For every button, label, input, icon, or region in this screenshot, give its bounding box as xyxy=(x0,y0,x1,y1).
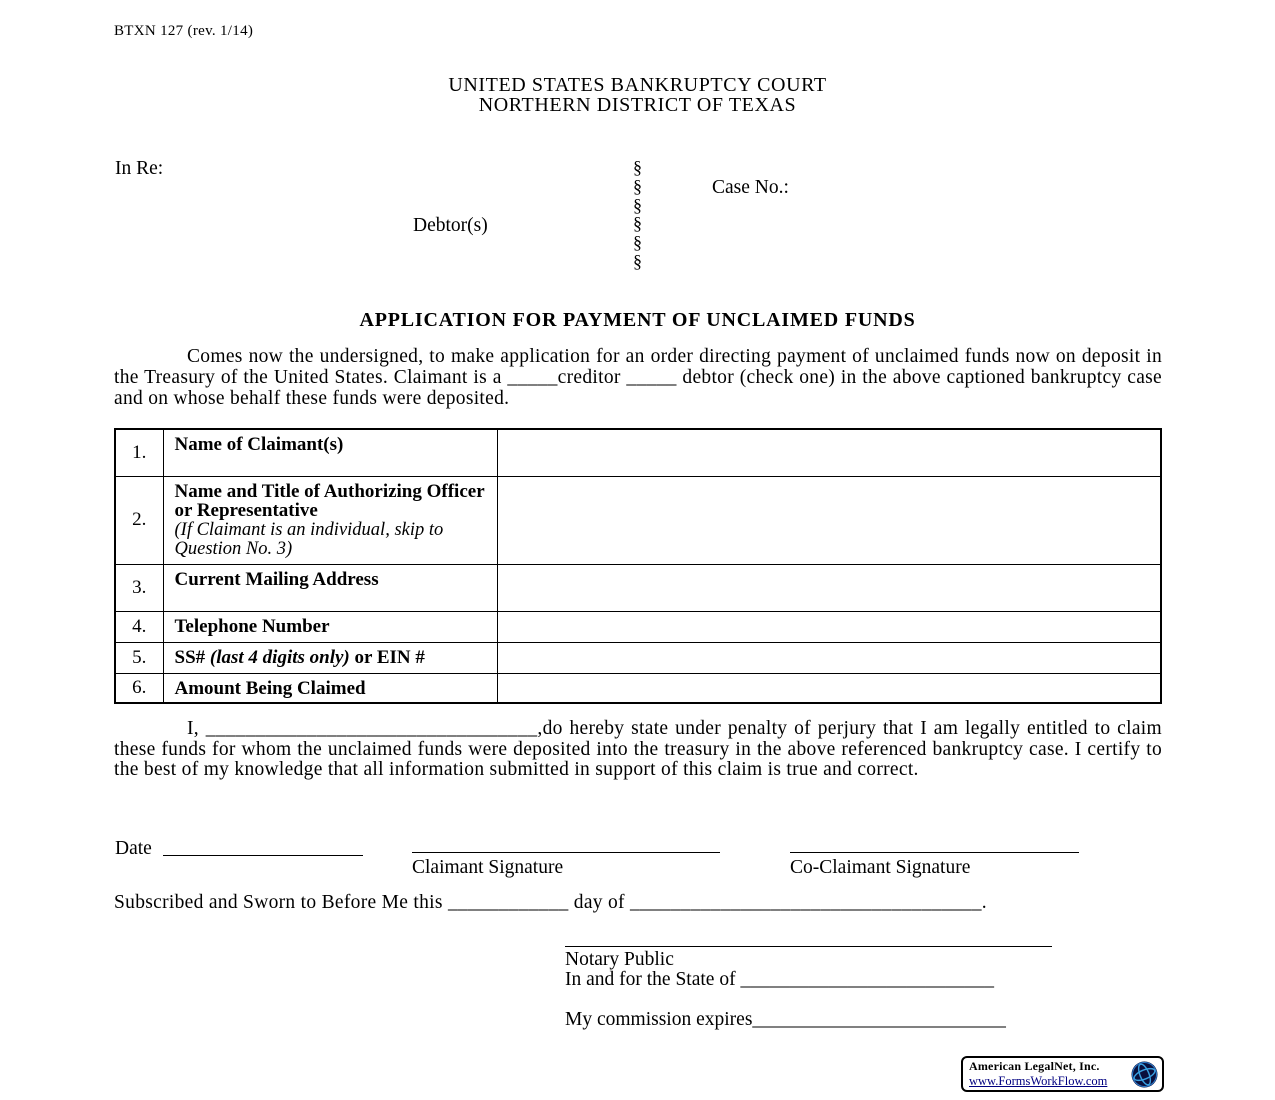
claim-row-ssn-ein xyxy=(115,642,1161,673)
notary-public-label: Notary Public xyxy=(565,949,674,970)
row-number: 3. xyxy=(115,564,163,611)
row-number: 6. xyxy=(115,673,163,703)
claim-row-amount-claimed xyxy=(115,673,1161,703)
section-symbol: § xyxy=(633,250,642,271)
sworn-text: Subscribed and Sworn to Before Me this xyxy=(114,892,443,913)
co-claimant-signature-label: Co-Claimant Signature xyxy=(790,857,971,878)
form-number: BTXN 127 (rev. 1/14) xyxy=(114,23,254,39)
row-number: 1. xyxy=(115,429,163,476)
claim-row-telephone xyxy=(115,611,1161,642)
in-re-label: In Re: xyxy=(115,158,164,179)
company-name: American LegalNet, Inc. xyxy=(969,1059,1100,1073)
row-value-cell xyxy=(497,476,1161,564)
claimant-signature-line xyxy=(412,837,720,853)
state-blank: __________________________ xyxy=(740,969,994,990)
row-label: Telephone Number xyxy=(163,611,497,642)
section-symbol: § xyxy=(633,213,642,234)
document-title: APPLICATION FOR PAYMENT OF UNCLAIMED FUNDS xyxy=(359,309,916,331)
row-value-cell xyxy=(497,642,1161,673)
claim-row-authorizing-officer xyxy=(115,476,1161,564)
sworn-period: . xyxy=(981,892,987,913)
row-value-cell xyxy=(497,611,1161,642)
row-label: Current Mailing Address xyxy=(163,564,497,611)
notary-state-row xyxy=(565,970,1057,990)
debtors-label: Debtor(s) xyxy=(413,215,488,236)
row-label: Name of Claimant(s) xyxy=(163,429,497,476)
signature-section xyxy=(114,838,1162,884)
sworn-day-of-label: day of xyxy=(573,892,625,913)
sworn-statement xyxy=(114,892,1162,914)
sworn-month-blank: ___________________________________ xyxy=(630,892,982,913)
row-label-italic: (last 4 digits only) xyxy=(209,646,350,668)
section-symbol: § xyxy=(633,194,642,215)
declaration-text: ,do hereby state under penalty of perjury that I am legally entitled to claim these funds for whom the unclaimed funds were deposited into the treasury in the above referenced bankruptcy case. I certify to the best of my knowledge that all information submitted in support of this claim is true and correct. xyxy=(114,718,1162,780)
claim-table xyxy=(114,428,1162,704)
claimant-name-blank: _________________________________ xyxy=(205,718,538,739)
case-no-label: Case No.: xyxy=(712,177,789,198)
declaration-lead-in: I, xyxy=(187,718,199,739)
date-label: Date xyxy=(115,838,152,859)
section-symbol: § xyxy=(633,232,642,253)
court-name: UNITED STATES BANKRUPTCY COURT xyxy=(448,74,827,96)
court-header xyxy=(0,76,1275,115)
commission-label: My commission expires xyxy=(565,1009,753,1030)
court-district: NORTHERN DISTRICT OF TEXAS xyxy=(478,93,797,116)
claim-row-mailing-address xyxy=(115,564,1161,611)
row-value-cell xyxy=(497,429,1161,476)
case-caption xyxy=(115,158,1160,272)
badge-text xyxy=(969,1059,1126,1089)
row-value-cell xyxy=(497,673,1161,703)
co-claimant-signature-line xyxy=(790,837,1079,853)
intro-paragraph: Comes now the undersigned, to make application for an order directing payment of unclaimed funds now on deposit in the Treasury of the United States. Claimant is a _____creditor _____ debtor (check one) in the above captioned bankruptcy case and on whose behalf these funds were deposited. xyxy=(114,346,1162,409)
row-note: (If Claimant is an individual, skip to Question No. 3) xyxy=(174,519,444,559)
claim-row-name-of-claimants xyxy=(115,429,1161,476)
row-label-prefix: SS# xyxy=(174,646,210,668)
notary-section xyxy=(565,939,1057,1030)
state-label: In and for the State of xyxy=(565,969,736,990)
section-symbol-column xyxy=(633,158,642,271)
american-legalnet-badge xyxy=(961,1056,1164,1092)
commission-blank: __________________________ xyxy=(752,1009,1006,1030)
row-value-cell xyxy=(497,564,1161,611)
row-number: 4. xyxy=(115,611,163,642)
formsworkflow-link[interactable]: www.FormsWorkFlow.com xyxy=(969,1074,1108,1088)
perjury-declaration xyxy=(114,719,1162,781)
row-label-cell xyxy=(163,476,497,564)
notary-commission-row xyxy=(565,1010,1057,1030)
notary-signature-line xyxy=(565,939,1052,947)
row-number: 2. xyxy=(115,476,163,564)
row-label: Amount Being Claimed xyxy=(163,673,497,703)
row-number: 5. xyxy=(115,642,163,673)
section-symbol: § xyxy=(633,157,642,177)
section-symbol: § xyxy=(633,175,642,196)
row-label: Name and Title of Authorizing Officer or Representative xyxy=(174,480,485,521)
row-label-suffix: or EIN # xyxy=(349,646,425,668)
row-label-cell xyxy=(163,642,497,673)
date-blank-line xyxy=(163,839,363,856)
claimant-signature-label: Claimant Signature xyxy=(412,857,564,878)
sworn-day-blank: ____________ xyxy=(447,892,569,913)
globe-icon xyxy=(1131,1061,1158,1088)
